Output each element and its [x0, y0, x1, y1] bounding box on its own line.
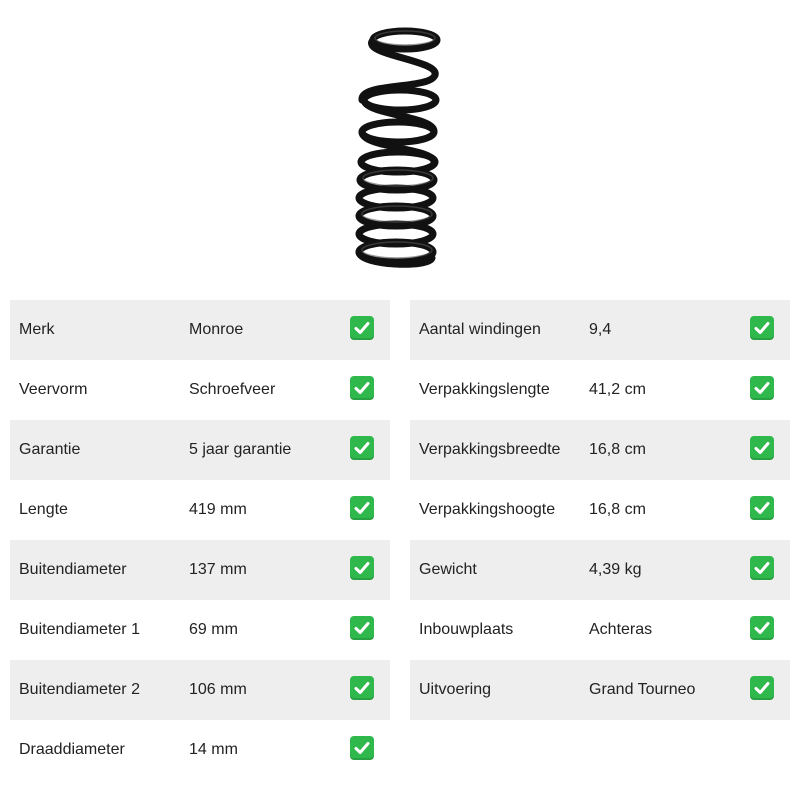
spec-label: Verpakkingslengte	[419, 381, 550, 398]
check-icon	[750, 556, 774, 580]
spec-value: Monroe	[189, 321, 244, 338]
spec-row	[10, 420, 390, 480]
check-icon	[350, 736, 374, 760]
spec-row	[10, 540, 390, 600]
spec-value: 419 mm	[189, 501, 247, 518]
spec-row	[10, 600, 390, 660]
spec-value: 41,2 cm	[589, 381, 646, 398]
spec-row	[10, 720, 390, 780]
spec-label: Verpakkingsbreedte	[419, 441, 561, 458]
spec-label: Aantal windingen	[419, 321, 541, 338]
spec-label: Buitendiameter 1	[19, 621, 140, 638]
spec-row	[410, 360, 790, 420]
spec-label: Verpakkingshoogte	[419, 501, 556, 518]
spec-label: Garantie	[19, 441, 81, 458]
spec-row	[10, 480, 390, 540]
check-icon	[750, 316, 774, 340]
spec-value: 16,8 cm	[589, 441, 646, 458]
spec-value: Grand Tourneo	[589, 681, 696, 698]
spec-value: 4,39 kg	[589, 561, 642, 578]
spec-value: 9,4	[589, 321, 612, 338]
check-icon	[750, 676, 774, 700]
check-icon	[750, 496, 774, 520]
spec-row	[410, 480, 790, 540]
spec-table-left	[10, 300, 390, 780]
spec-label: Merk	[19, 321, 55, 338]
spec-row	[10, 300, 390, 360]
spec-value: 69 mm	[189, 621, 238, 638]
spec-value: Schroefveer	[189, 381, 276, 398]
spec-row	[410, 300, 790, 360]
spec-value: 137 mm	[189, 561, 247, 578]
spec-value: 106 mm	[189, 681, 247, 698]
spec-row	[410, 420, 790, 480]
spec-label: Buitendiameter 2	[19, 681, 140, 698]
spec-value: 16,8 cm	[589, 501, 646, 518]
spec-label: Gewicht	[419, 561, 477, 578]
spec-row	[410, 600, 790, 660]
check-icon	[350, 316, 374, 340]
check-icon	[350, 496, 374, 520]
check-icon	[750, 436, 774, 460]
spec-label: Buitendiameter	[19, 561, 127, 578]
check-icon	[350, 556, 374, 580]
spec-value: Achteras	[589, 621, 653, 638]
spec-row	[410, 660, 790, 720]
spec-label: Uitvoering	[419, 681, 492, 698]
check-icon	[350, 616, 374, 640]
check-icon	[750, 616, 774, 640]
check-icon	[350, 376, 374, 400]
spec-label: Draaddiameter	[19, 741, 125, 758]
spec-row	[10, 360, 390, 420]
spec-table-right	[410, 300, 790, 720]
spec-row	[410, 540, 790, 600]
coil-spring-icon	[330, 20, 470, 280]
spec-value: 14 mm	[189, 741, 238, 758]
check-icon	[350, 676, 374, 700]
spec-label: Lengte	[19, 501, 68, 518]
spec-value: 5 jaar garantie	[189, 441, 292, 458]
check-icon	[350, 436, 374, 460]
spec-row	[10, 660, 390, 720]
check-icon	[750, 376, 774, 400]
spec-label: Inbouwplaats	[419, 621, 514, 638]
spec-label: Veervorm	[19, 381, 88, 398]
product-image	[330, 20, 470, 280]
